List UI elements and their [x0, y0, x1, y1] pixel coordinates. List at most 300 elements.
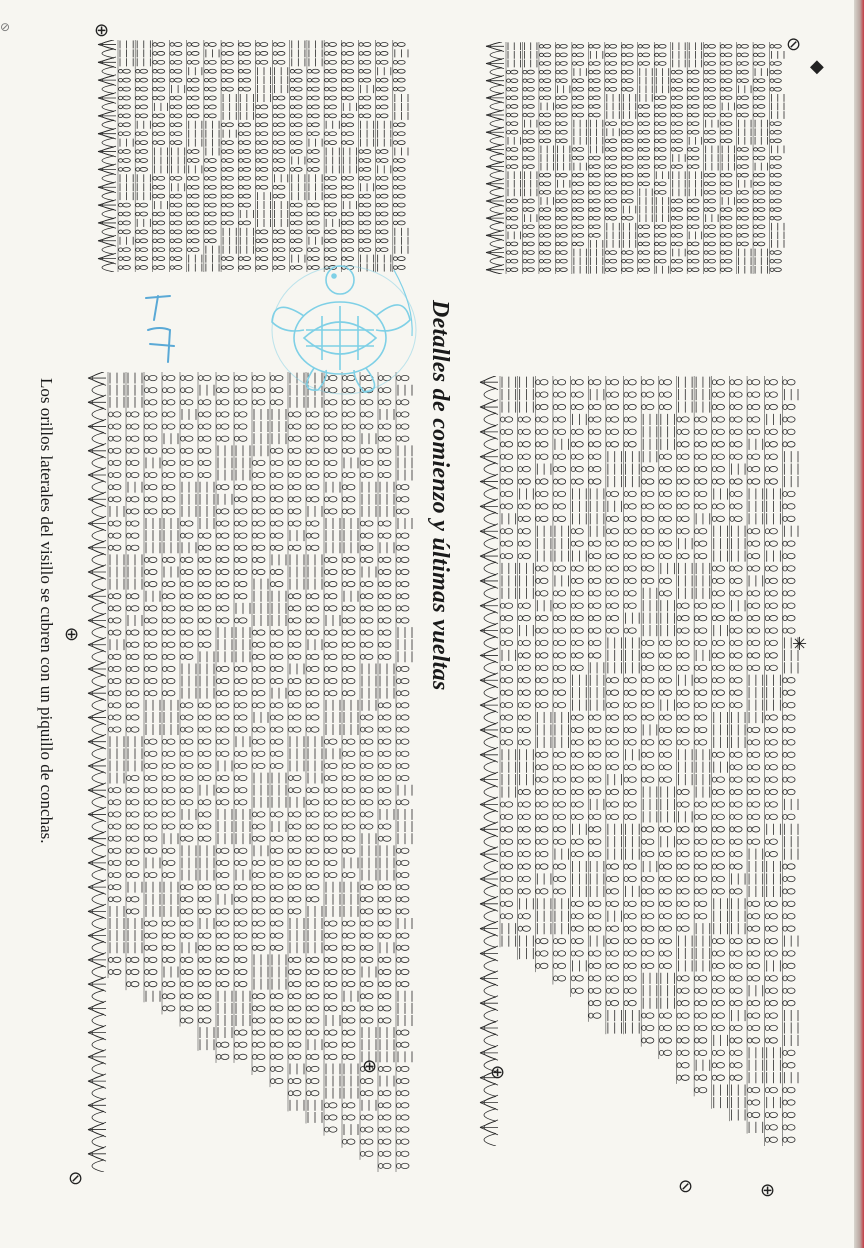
stitch-mark	[571, 392, 575, 397]
stitch-mark	[325, 105, 329, 109]
stitch-mark	[393, 221, 397, 225]
stitch-mark	[737, 216, 741, 219]
stitch-mark	[239, 61, 243, 65]
stitch-mark	[646, 392, 654, 397]
stitch-mark	[730, 752, 734, 757]
stitch-mark	[628, 740, 636, 745]
stitch-mark	[556, 191, 560, 194]
stitch-mark	[170, 96, 174, 100]
stitch-mark	[576, 87, 583, 91]
stitch-mark	[501, 541, 505, 546]
stitch-mark	[730, 392, 734, 397]
stitch-mark	[734, 628, 742, 633]
stitch-mark	[556, 122, 560, 125]
stitch-mark	[725, 190, 732, 194]
shell-edge	[484, 736, 496, 748]
stitch-mark	[659, 96, 666, 100]
stitch-mark	[734, 504, 742, 509]
stitch-mark	[536, 578, 540, 583]
stitch-mark	[787, 541, 795, 546]
stitch-mark	[725, 259, 732, 263]
stitch-mark	[708, 173, 715, 177]
stitch-mark	[646, 764, 654, 769]
stitch-mark	[119, 123, 123, 127]
stitch-mark	[748, 380, 752, 385]
stitch-mark	[642, 148, 649, 152]
stitch-mark	[325, 43, 329, 47]
stitch-mark	[589, 96, 593, 99]
stitch-mark	[260, 158, 268, 162]
stitch-mark	[511, 225, 518, 229]
stitch-mark	[506, 242, 510, 245]
stitch-mark	[187, 105, 191, 109]
shell-edge	[490, 257, 502, 266]
stitch-mark	[204, 43, 208, 47]
stitch-mark	[174, 114, 182, 118]
stitch-mark	[558, 379, 566, 384]
stitch-mark	[376, 239, 380, 243]
stitch-mark	[558, 479, 566, 484]
stitch-mark	[527, 79, 534, 83]
stitch-mark	[325, 61, 329, 65]
stitch-mark	[770, 122, 774, 125]
stitch-mark	[505, 491, 513, 496]
stitch-mark	[638, 122, 642, 125]
stitch-mark	[589, 156, 593, 159]
stitch-mark	[523, 615, 531, 620]
stitch-mark	[717, 379, 725, 384]
stitch-mark	[312, 167, 320, 171]
stitch-mark	[540, 392, 548, 397]
stitch-mark	[239, 43, 243, 47]
stitch-mark	[511, 148, 518, 152]
stitch-mark	[712, 665, 716, 670]
stitch-mark	[730, 678, 734, 683]
stitch-mark	[576, 182, 583, 186]
stitch-mark	[765, 777, 769, 782]
stitch-mark	[256, 105, 260, 109]
stitch-mark	[664, 764, 672, 769]
stitch-mark	[609, 79, 616, 83]
stitch-mark	[717, 479, 725, 484]
stitch-mark	[611, 491, 619, 496]
stitch-mark	[260, 150, 268, 154]
stitch-mark	[376, 43, 380, 47]
stitch-mark	[342, 69, 346, 73]
stitch-mark	[611, 615, 619, 620]
stitch-mark	[695, 479, 699, 484]
stitch-mark	[734, 392, 742, 397]
stitch-mark	[518, 541, 522, 546]
stitch-mark	[505, 640, 513, 645]
stitch-mark	[655, 251, 659, 254]
stitch-mark	[638, 165, 642, 168]
shell-stitch	[480, 698, 498, 705]
stitch-mark	[556, 62, 560, 65]
stitch-mark	[290, 168, 294, 172]
stitch-mark	[523, 690, 531, 695]
shell-edge	[484, 488, 496, 500]
stitch-mark	[501, 554, 505, 559]
stitch-mark	[140, 78, 148, 82]
stitch-mark	[536, 504, 540, 509]
stitch-mark	[692, 259, 699, 263]
stitch-mark	[725, 173, 732, 177]
stitch-mark	[783, 566, 787, 571]
stitch-mark	[380, 158, 388, 162]
shell-stitch	[486, 76, 504, 81]
stitch-mark	[239, 52, 243, 56]
stitch-mark	[153, 141, 157, 145]
stitch-mark	[624, 727, 628, 732]
stitch-mark	[260, 141, 268, 145]
stitch-mark	[243, 123, 251, 127]
stitch-mark	[312, 69, 320, 73]
stitch-mark	[721, 234, 725, 237]
stitch-mark	[157, 257, 165, 261]
stitch-mark	[325, 239, 329, 243]
stitch-mark	[734, 764, 742, 769]
stitch-mark	[153, 78, 157, 82]
stitch-mark	[571, 454, 575, 459]
stitch-mark	[717, 454, 725, 459]
stitch-mark	[787, 404, 795, 409]
chart-corner-start-right	[476, 42, 786, 274]
stitch-mark	[523, 541, 531, 546]
stitch-mark	[659, 479, 663, 484]
stitch-mark	[628, 702, 636, 707]
stitch-mark	[571, 752, 575, 757]
stitch-mark	[646, 479, 654, 484]
stitch-mark	[123, 96, 131, 100]
stitch-mark	[593, 752, 601, 757]
stitch-mark	[273, 105, 277, 109]
stitch-mark	[222, 203, 226, 207]
shell-stitch	[480, 474, 498, 481]
stitch-mark	[606, 417, 610, 422]
stitch-mark	[770, 216, 774, 219]
stitch-mark	[363, 212, 371, 216]
stitch-mark	[655, 105, 659, 108]
stitch-mark	[136, 69, 140, 73]
stitch-mark	[593, 628, 601, 633]
stitch-mark	[606, 380, 610, 385]
stitch-mark	[741, 79, 748, 83]
stitch-mark	[748, 566, 752, 571]
stitch-mark	[638, 156, 642, 159]
stitch-mark	[572, 225, 576, 228]
stitch-mark	[770, 653, 778, 658]
stitch-mark	[783, 603, 787, 608]
stitch-mark	[611, 541, 619, 546]
stitch-mark	[123, 266, 131, 270]
stitch-mark	[675, 87, 682, 91]
stitch-mark	[501, 504, 505, 509]
stitch-mark	[553, 405, 557, 410]
stitch-mark	[659, 62, 666, 66]
stitch-mark	[677, 703, 681, 708]
stitch-mark	[695, 417, 699, 422]
stitch-mark	[523, 740, 531, 745]
stitch-mark	[187, 78, 191, 82]
stitch-mark	[721, 96, 725, 99]
stitch-mark	[501, 529, 505, 534]
shell-edge	[484, 662, 496, 674]
stitch-mark	[123, 114, 131, 118]
stitch-mark	[593, 591, 601, 596]
stitch-mark	[506, 70, 510, 73]
stitch-mark	[119, 168, 123, 172]
stitch-mark	[518, 678, 522, 683]
stitch-mark	[699, 429, 707, 434]
stitch-mark	[624, 715, 628, 720]
stitch-mark	[295, 141, 303, 145]
stitch-mark	[699, 553, 707, 558]
stitch-mark	[571, 467, 575, 472]
stitch-mark	[624, 529, 628, 534]
stitch-mark	[593, 96, 600, 100]
stitch-mark	[307, 87, 311, 91]
shell-edge	[490, 205, 502, 214]
stitch-mark	[536, 703, 540, 708]
stitch-mark	[523, 678, 531, 683]
stitch-mark	[277, 185, 285, 189]
stitch-mark	[593, 541, 601, 546]
stitch-mark	[783, 690, 787, 695]
stitch-mark	[593, 233, 600, 237]
stitch-mark	[290, 123, 294, 127]
stitch-mark	[576, 53, 583, 57]
stitch-mark	[576, 615, 584, 620]
stitch-mark	[659, 130, 666, 134]
stitch-mark	[571, 429, 575, 434]
stitch-mark	[730, 566, 734, 571]
stitch-mark	[119, 114, 123, 118]
shell-stitch	[480, 376, 498, 382]
stitch-mark	[119, 105, 123, 109]
stitch-mark	[295, 212, 303, 216]
stitch-mark	[675, 199, 682, 203]
stitch-mark	[363, 194, 371, 198]
stitch-mark	[157, 230, 165, 234]
stitch-mark	[540, 591, 548, 596]
stitch-mark	[671, 242, 675, 245]
stitch-mark	[787, 690, 795, 695]
stitch-mark	[708, 225, 715, 229]
stitch-mark	[523, 504, 531, 509]
stitch-mark	[540, 404, 548, 409]
stitch-mark	[606, 703, 610, 708]
stitch-mark	[571, 665, 575, 670]
stitch-mark	[273, 168, 277, 172]
stitch-mark	[226, 167, 234, 171]
stitch-mark	[765, 641, 769, 646]
stitch-mark	[626, 44, 633, 48]
stitch-mark	[642, 268, 649, 272]
stitch-mark	[153, 230, 157, 234]
crochet-chart	[470, 376, 800, 1146]
stitch-mark	[752, 628, 760, 633]
stitch-mark	[226, 158, 234, 162]
stitch-mark	[209, 158, 217, 162]
stitch-mark	[571, 740, 575, 745]
stitch-mark	[655, 156, 659, 159]
stitch-mark	[376, 78, 380, 82]
stitch-mark	[380, 114, 388, 118]
stitch-mark	[611, 442, 619, 447]
stitch-mark	[560, 122, 567, 126]
stitch-mark	[558, 678, 566, 683]
stitch-mark	[260, 185, 268, 189]
stitch-mark	[393, 78, 397, 82]
stitch-mark	[393, 61, 397, 65]
stitch-mark	[393, 132, 397, 136]
stitch-mark	[576, 628, 584, 633]
stitch-mark	[393, 69, 397, 73]
stitch-mark	[277, 167, 285, 171]
stitch-mark	[692, 251, 699, 255]
stitch-mark	[243, 185, 251, 189]
stitch-mark	[204, 230, 208, 234]
stitch-mark	[642, 139, 649, 143]
stitch-mark	[593, 417, 601, 422]
stitch-mark	[329, 69, 337, 73]
stitch-mark	[505, 678, 513, 683]
stitch-mark	[787, 715, 795, 720]
stitch-mark	[153, 69, 157, 73]
stitch-mark	[609, 87, 616, 91]
stitch-mark	[741, 62, 748, 66]
stitch-mark	[708, 96, 715, 100]
stitch-mark	[611, 764, 619, 769]
stitch-mark	[540, 417, 548, 422]
stitch-mark	[192, 150, 200, 154]
stitch-mark	[748, 541, 752, 546]
stitch-mark	[659, 190, 666, 194]
stitch-mark	[695, 554, 699, 559]
stitch-mark	[153, 212, 157, 216]
stitch-mark	[659, 715, 663, 720]
stitch-mark	[295, 230, 303, 234]
stitch-mark	[192, 96, 200, 100]
stitch-mark	[556, 96, 560, 99]
stitch-mark	[646, 529, 654, 534]
stitch-mark	[239, 69, 243, 73]
stitch-mark	[157, 212, 165, 216]
stitch-mark	[628, 628, 636, 633]
stitch-mark	[192, 114, 200, 118]
stitch-mark	[273, 150, 277, 154]
stitch-mark	[558, 504, 566, 509]
stitch-mark	[712, 641, 716, 646]
stitch-mark	[544, 113, 551, 117]
stitch-mark	[359, 105, 363, 109]
stitch-mark	[593, 44, 600, 48]
shell-stitch	[98, 110, 116, 115]
stitch-mark	[560, 199, 567, 203]
stitch-mark	[511, 130, 518, 134]
stitch-mark	[243, 132, 251, 136]
stitch-mark	[544, 225, 551, 229]
stitch-mark	[741, 156, 748, 160]
stitch-mark	[560, 251, 567, 255]
stitch-mark	[556, 268, 560, 271]
stitch-mark	[737, 165, 741, 168]
stitch-mark	[783, 417, 787, 422]
stitch-mark	[725, 113, 732, 117]
stitch-mark	[783, 492, 787, 497]
stitch-mark	[717, 404, 725, 409]
stitch-mark	[642, 53, 649, 57]
stitch-mark	[174, 123, 182, 127]
stitch-mark	[688, 105, 692, 108]
stitch-mark	[659, 139, 666, 143]
stitch-mark	[626, 165, 633, 169]
stitch-mark	[638, 113, 642, 116]
stitch-mark	[556, 251, 560, 254]
stitch-mark	[174, 176, 182, 180]
stitch-mark	[539, 182, 543, 185]
stitch-mark	[170, 114, 174, 118]
shell-edge	[490, 154, 502, 163]
stitch-mark	[506, 165, 510, 168]
stitch-mark	[774, 251, 781, 255]
stitch-mark	[741, 96, 748, 100]
shell-edge	[484, 388, 496, 400]
stitch-mark	[770, 429, 778, 434]
stitch-mark	[187, 212, 191, 216]
stitch-mark	[758, 242, 765, 246]
shell-edge	[484, 562, 496, 574]
stitch-mark	[393, 159, 397, 163]
stitch-mark	[527, 105, 534, 109]
stitch-mark	[765, 591, 769, 596]
stitch-mark	[527, 199, 534, 203]
stitch-mark	[721, 268, 725, 271]
stitch-mark	[704, 139, 708, 142]
stitch-mark	[606, 752, 610, 757]
stitch-mark	[593, 740, 601, 745]
shell-stitch	[98, 146, 116, 151]
stitch-mark	[505, 442, 513, 447]
stitch-mark	[624, 504, 628, 509]
stitch-mark	[553, 467, 557, 472]
stitch-mark	[511, 96, 518, 100]
stitch-mark	[624, 442, 628, 447]
stitch-mark	[290, 230, 294, 234]
stitch-mark	[752, 752, 760, 757]
stitch-mark	[204, 221, 208, 225]
stitch-mark	[239, 168, 243, 172]
stitch-mark	[511, 165, 518, 169]
stitch-mark	[642, 259, 649, 263]
stitch-mark	[748, 429, 752, 434]
stitch-mark	[398, 60, 406, 64]
stitch-mark	[704, 225, 708, 228]
stitch-mark	[518, 554, 522, 559]
stitch-mark	[256, 132, 260, 136]
stitch-mark	[119, 132, 123, 136]
stitch-mark	[734, 417, 742, 422]
stitch-mark	[642, 777, 646, 782]
stitch-mark	[329, 239, 337, 243]
stitch-mark	[540, 491, 548, 496]
shell-edge	[484, 587, 496, 599]
stitch-mark	[646, 379, 654, 384]
stitch-mark	[642, 251, 649, 255]
stitch-mark	[605, 70, 609, 73]
stitch-mark	[622, 156, 626, 159]
